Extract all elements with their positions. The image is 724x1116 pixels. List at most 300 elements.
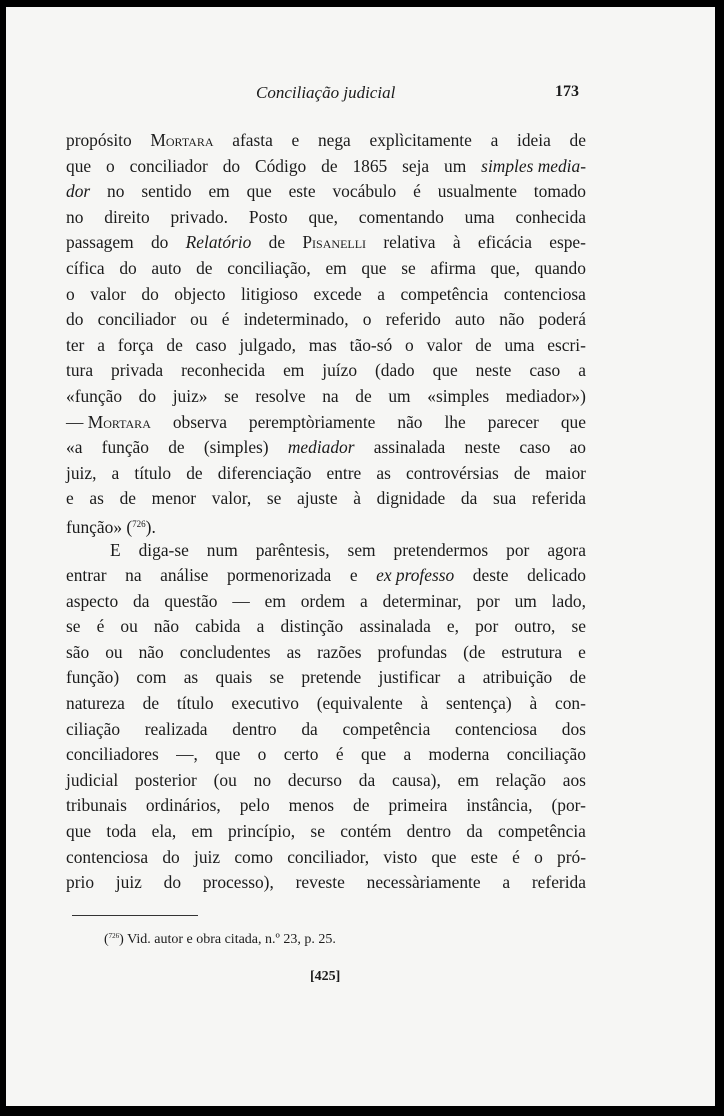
word: parecer (487, 411, 539, 432)
text-line (66, 230, 586, 256)
word: as (376, 462, 391, 483)
word: entrar (66, 565, 107, 586)
word: decurso (287, 769, 342, 790)
text-line (66, 589, 586, 615)
word: afasta (232, 130, 273, 150)
word: estrutura (501, 641, 563, 662)
word: tura (66, 360, 94, 381)
word: resolve (255, 385, 306, 406)
word: título (176, 693, 214, 714)
word: lhe (444, 411, 466, 432)
word: juiz, (66, 462, 97, 483)
text-line (66, 640, 586, 666)
word: (dado (375, 360, 415, 381)
word: sem (347, 539, 376, 560)
text-line (66, 256, 586, 282)
word: juiz» (172, 385, 208, 406)
word: referido (385, 309, 441, 330)
word: conciliador (129, 155, 208, 176)
word: por (506, 539, 530, 560)
word: necessàriamente (366, 872, 481, 893)
word: ideia (517, 130, 551, 150)
word: ao (569, 437, 586, 458)
word: de (142, 693, 160, 714)
word: é (96, 616, 105, 637)
word: seja (402, 155, 430, 176)
word: dentro (406, 821, 452, 842)
text-line (66, 742, 586, 768)
word: ordinários, (145, 795, 221, 816)
word: mediador») (505, 385, 586, 406)
footnote-ref: 726 (132, 518, 146, 529)
word: num (206, 539, 238, 560)
text-line (66, 205, 586, 231)
text-line (66, 154, 586, 180)
word: (ou (213, 769, 237, 790)
word: força (117, 334, 154, 355)
word: conciliação, (227, 257, 311, 278)
word: um (514, 590, 537, 611)
italic-phrase: dor (66, 181, 91, 202)
italic-phrase: mediador (287, 437, 355, 458)
text-line (66, 819, 586, 845)
word: delicado (527, 565, 586, 586)
word: litigioso (240, 283, 298, 304)
word: contenciosa (66, 846, 149, 867)
text-line (66, 128, 586, 154)
word: que (66, 821, 92, 842)
word: e (291, 130, 300, 150)
word: tão-só (349, 334, 393, 355)
word: da (301, 718, 318, 739)
word: outro, (514, 616, 556, 637)
footnote-divider (72, 915, 198, 916)
word: que (431, 846, 457, 867)
word: referida (531, 488, 586, 509)
word: valor, (211, 488, 252, 509)
word: privado. (170, 206, 229, 227)
word: não (397, 411, 423, 432)
word: pelo (239, 795, 270, 816)
word: pretende (301, 667, 362, 688)
text-line (66, 333, 586, 359)
text-line (66, 358, 586, 384)
word: — (232, 590, 250, 611)
word: peremptòriamente (248, 411, 376, 432)
word: a (457, 667, 466, 688)
word: —, (176, 744, 198, 765)
page (6, 7, 715, 1106)
word: justificar (378, 667, 441, 688)
text-line (66, 691, 586, 717)
word: assinalada (373, 437, 446, 458)
word: referida (531, 872, 586, 893)
word: menor (151, 488, 197, 509)
word: um (388, 385, 411, 406)
word: competência (400, 283, 489, 304)
text-line (66, 435, 586, 461)
word: que (246, 181, 272, 202)
word: de (569, 667, 586, 688)
word: na (125, 565, 142, 586)
word: parêntesis, (255, 539, 330, 560)
word: de (569, 130, 586, 150)
word: do (150, 232, 169, 253)
text-line (66, 768, 586, 794)
word: vocábulo (332, 181, 397, 202)
word: de (168, 437, 185, 458)
word: assinalada (359, 616, 431, 637)
word: o (405, 334, 414, 355)
word: conhecida (515, 206, 586, 227)
word: caso (195, 334, 227, 355)
word: caso (519, 437, 551, 458)
footnote-number: 726 (108, 932, 120, 940)
word: natureza (66, 693, 125, 714)
word: o (534, 846, 543, 867)
word: de (475, 334, 492, 355)
word: não (138, 641, 164, 662)
word: realizada (144, 718, 208, 739)
word: ciliação (66, 718, 121, 739)
text-line (66, 793, 586, 819)
word: nega (317, 130, 351, 150)
word: razões (317, 641, 362, 662)
word: as (89, 488, 104, 509)
word: da (460, 488, 478, 509)
word: ter (66, 334, 85, 355)
italic-phrase: simples media- (481, 155, 586, 176)
text-line (66, 384, 586, 410)
text-line (66, 563, 586, 589)
word: reconhecida (181, 360, 266, 381)
word: o (106, 155, 115, 176)
word: de (166, 334, 183, 355)
word: função (101, 437, 149, 458)
word: se (269, 667, 285, 688)
word: profundas (377, 641, 448, 662)
word: quais (215, 667, 253, 688)
word: à (353, 488, 361, 509)
word: competência (498, 821, 586, 842)
word: este (470, 846, 498, 867)
word: sentença) (446, 693, 512, 714)
word: em (325, 257, 347, 278)
word: cabida (195, 616, 241, 637)
word: controvérsias (406, 462, 499, 483)
word: que (361, 257, 387, 278)
text-line (66, 845, 586, 871)
word: as (286, 641, 302, 662)
word: sentido (141, 181, 192, 202)
word: (por- (551, 795, 586, 816)
word: caso (529, 360, 561, 381)
word: agora (547, 539, 586, 560)
paragraph-1 (66, 128, 586, 538)
word: ela, (151, 821, 177, 842)
word: e (578, 641, 586, 662)
word: Código (255, 155, 307, 176)
word: 1865 (352, 155, 388, 176)
word: instância, (466, 795, 533, 816)
word: mas (308, 334, 337, 355)
italic-phrase: Relatório (185, 232, 252, 253)
word: certo (283, 744, 319, 765)
word: posterior (134, 769, 197, 790)
word: competência (342, 718, 431, 739)
word: entre (326, 462, 362, 483)
word: tomado (533, 181, 586, 202)
word: de (196, 257, 213, 278)
word: que (360, 744, 387, 765)
word: eficácia (477, 232, 532, 253)
word: a (490, 130, 499, 150)
word: diferenciação (217, 462, 312, 483)
word: reveste (295, 872, 345, 893)
word: toda (106, 821, 137, 842)
author-name: — Mortara (66, 411, 151, 432)
word: «simples (427, 385, 490, 406)
word: a (360, 590, 368, 611)
word: explìcitamente (369, 130, 472, 150)
word: dignidade (376, 488, 446, 509)
word: contenciosa (455, 718, 538, 739)
word: a (578, 360, 586, 381)
word: judicial (66, 769, 119, 790)
word: julgado, (239, 334, 296, 355)
word: à (529, 693, 538, 714)
word: de (513, 462, 531, 483)
word: propósito (66, 130, 132, 150)
word: ajuste (297, 488, 338, 509)
word: conciliador (97, 309, 176, 330)
word: é (512, 846, 520, 867)
word: tribunais (66, 795, 127, 816)
word: questão (164, 590, 218, 611)
page-number: 173 (555, 83, 579, 100)
word: por (475, 616, 499, 637)
word: auto (455, 309, 485, 330)
word: é (413, 181, 421, 202)
word: visto (383, 846, 418, 867)
word: lado, (551, 590, 586, 611)
word: que, (490, 257, 520, 278)
word: à (452, 232, 461, 253)
word: diga-se (138, 539, 189, 560)
word: escri- (547, 334, 586, 355)
word: em (457, 769, 479, 790)
word: a (403, 744, 412, 765)
text-line (66, 461, 586, 487)
word: o (257, 744, 267, 765)
text-line (66, 870, 586, 896)
word: ordem (300, 590, 346, 611)
word: relação (495, 769, 546, 790)
word: no (66, 206, 84, 227)
word: do (119, 257, 137, 278)
word: dos (561, 718, 586, 739)
word: um (444, 155, 467, 176)
word: valor (426, 334, 463, 355)
text-line (66, 717, 586, 743)
word: que, (308, 206, 338, 227)
word: executivo (231, 693, 299, 714)
text-line (66, 410, 586, 436)
word: se (571, 616, 586, 637)
word: e, (446, 616, 459, 637)
word: usualmente (437, 181, 517, 202)
word: juiz (115, 872, 142, 893)
original-page-number: [425] (310, 969, 341, 984)
word: se (401, 257, 416, 278)
word: «a (66, 437, 83, 458)
word: não (153, 616, 180, 637)
word: prio (66, 872, 95, 893)
text-line: função» ($^{726}$). (66, 516, 156, 537)
word: poderá (538, 309, 586, 330)
word: de (353, 795, 370, 816)
word: pormenorizada (226, 565, 332, 586)
text-line (66, 614, 586, 640)
word: (de (463, 641, 486, 662)
word: de (186, 462, 203, 483)
word: causa), (392, 769, 441, 790)
word: (equivalente (316, 693, 403, 714)
word: quando (534, 257, 586, 278)
word: pretendermos (393, 539, 489, 560)
word: do (138, 385, 157, 406)
word: juízo (322, 360, 358, 381)
word: neste (464, 437, 501, 458)
word: comentando (358, 206, 444, 227)
text-line (66, 179, 586, 205)
word: observa (172, 411, 227, 432)
word: processo), (202, 872, 274, 893)
word: é (221, 309, 230, 330)
word: com (136, 667, 167, 688)
word: direito (104, 206, 150, 227)
word: de (119, 488, 136, 509)
word: e (349, 565, 358, 586)
word: Posto (248, 206, 288, 227)
word: a (502, 872, 511, 893)
word: como (234, 846, 273, 867)
word: deste (472, 565, 509, 586)
word: moderna (428, 744, 490, 765)
word: são (66, 641, 90, 662)
word: uma (464, 206, 495, 227)
word: primeira (388, 795, 448, 816)
word: excede (313, 283, 362, 304)
word: em (191, 821, 213, 842)
word: em (208, 181, 230, 202)
word: no (107, 181, 125, 202)
word: se (310, 821, 325, 842)
word: no (253, 769, 272, 790)
word: ou (105, 641, 123, 662)
word: se (66, 616, 81, 637)
word: da (133, 590, 150, 611)
word: distinção (280, 616, 344, 637)
word: ou (190, 309, 208, 330)
word: as (183, 667, 199, 688)
word: conciliador, (287, 846, 370, 867)
word: auto (151, 257, 182, 278)
word: análise (160, 565, 209, 586)
word: do (222, 155, 241, 176)
word: em (264, 590, 286, 611)
word: de (321, 155, 338, 176)
word: E (110, 539, 121, 560)
word: do (162, 846, 180, 867)
word: uma (504, 334, 535, 355)
word: a (256, 616, 265, 637)
word: se (266, 488, 282, 509)
word: privada (111, 360, 164, 381)
word: o (66, 283, 75, 304)
footnote: ($^{726}$) Vid. autor e obra citada, n.º 23, p. 25. (104, 932, 336, 947)
word: maior (545, 462, 586, 483)
word: que (560, 411, 586, 432)
word: a (97, 334, 105, 355)
word: a (377, 283, 385, 304)
word: «função (66, 385, 123, 406)
text-line (66, 307, 586, 333)
text-line (66, 282, 586, 308)
text-line (66, 538, 586, 564)
word: do (66, 309, 84, 330)
word: valor (90, 283, 126, 304)
word: concludentes (179, 641, 271, 662)
word: de (355, 385, 372, 406)
word: em (283, 360, 305, 381)
word: o (362, 309, 372, 330)
word: na (322, 385, 339, 406)
word: se (224, 385, 239, 406)
word: aos (562, 769, 586, 790)
word: conciliadores (66, 744, 159, 765)
text-line (66, 486, 586, 512)
body-text (66, 128, 586, 896)
word: espe- (549, 232, 586, 253)
word: princípio, (228, 821, 296, 842)
word: contém (340, 821, 392, 842)
paragraph-2 (66, 538, 586, 896)
running-head (6, 83, 715, 107)
word: juiz (193, 846, 221, 867)
word: neste (475, 360, 512, 381)
word: da (358, 769, 376, 790)
word: título (134, 462, 172, 483)
word: à (420, 693, 429, 714)
word: objecto (174, 283, 226, 304)
word: afirma (430, 257, 476, 278)
word: pró- (557, 846, 586, 867)
word: dentro (232, 718, 277, 739)
word: é (335, 744, 344, 765)
word: conciliação (506, 744, 586, 765)
word: atribuição (482, 667, 553, 688)
word: cífica (66, 257, 105, 278)
word: a (111, 462, 120, 483)
author-name: Pisanelli (302, 232, 367, 253)
word: sua (493, 488, 517, 509)
word: do (141, 283, 159, 304)
word: relativa (383, 232, 436, 253)
text-line (66, 665, 586, 691)
word: aspecto (66, 590, 119, 611)
word: que (66, 155, 92, 176)
